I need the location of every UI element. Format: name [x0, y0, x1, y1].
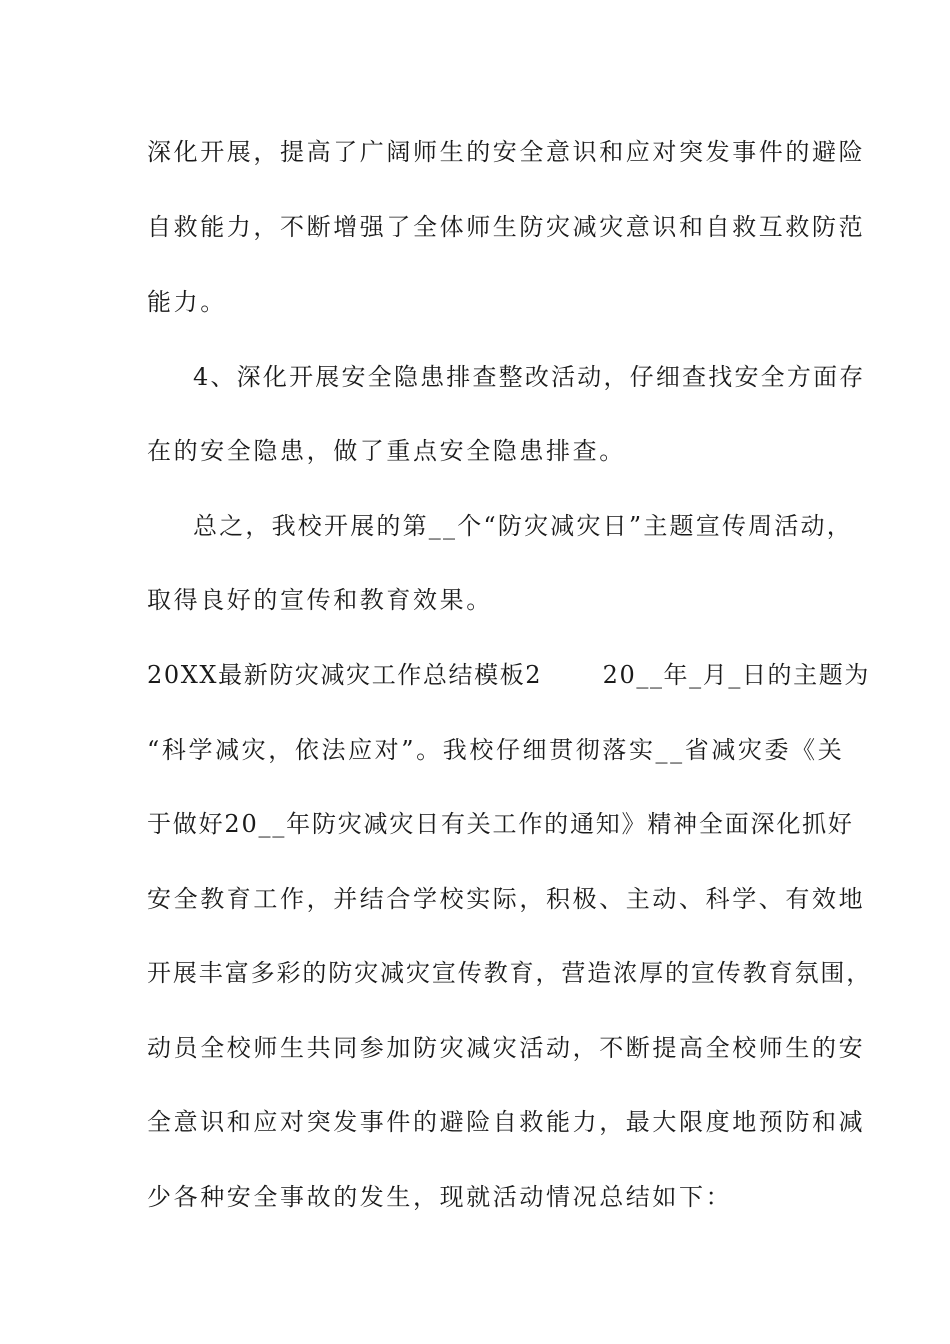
text-line: “科学减灾，依法应对”。我校仔细贯彻落实__省减灾委《关 — [147, 736, 845, 764]
text-line: 取得良好的宣传和教育效果。 — [147, 586, 493, 614]
text-line-indented: 总之，我校开展的第__个“防灾减灾日”主题宣传周活动， — [193, 512, 853, 540]
text-line: 开展丰富多彩的防灾减灾宣传教育，营造浓厚的宣传教育氛围， — [147, 959, 873, 987]
text-line: 深化开展，提高了广阔师生的安全意识和应对突发事件的避险 — [147, 138, 866, 166]
text-line: 自救能力，不断增强了全体师生防灾减灾意识和自救互救防范 — [147, 213, 866, 241]
text-line: 全意识和应对突发事件的避险自救能力，最大限度地预防和减 — [147, 1108, 866, 1136]
text-line: 于做好20__年防灾减灾日有关工作的通知》精神全面深化抓好 — [147, 810, 854, 838]
text-line: 能力。 — [147, 288, 227, 316]
text-line-indented: 4、深化开展安全隐患排查整改活动，仔细查找安全方面存 — [193, 363, 866, 391]
text-line: 在的安全隐患，做了重点安全隐患排查。 — [147, 437, 626, 465]
text-line: 动员全校师生共同参加防灾减灾活动，不断提高全校师生的安 — [147, 1034, 866, 1062]
text-line: 安全教育工作，并结合学校实际，积极、主动、科学、有效地 — [147, 885, 866, 913]
text-line: 少各种安全事故的发生，现就活动情况总结如下： — [147, 1183, 733, 1211]
section-heading-line: 20XX最新防灾减灾工作总结模板2 20__年_月_日的主题为 — [147, 661, 870, 689]
